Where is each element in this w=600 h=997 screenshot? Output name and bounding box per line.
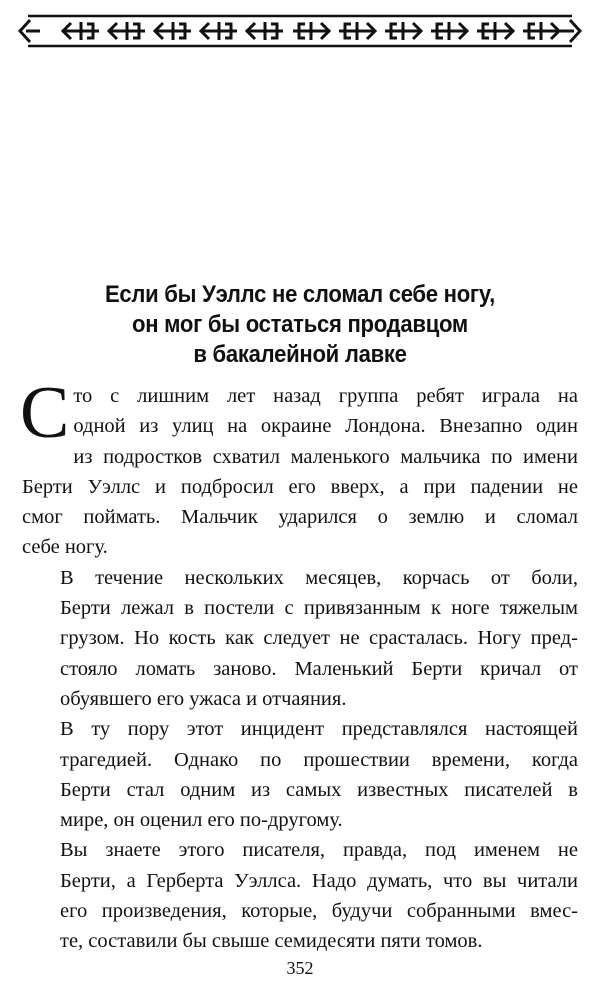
text-line: Вы знаете этого писателя, правда, под именем не bbox=[60, 839, 578, 862]
text-line: себе ногу. bbox=[22, 536, 108, 559]
text-line: то с лишним лет назад группа ребят играла на bbox=[73, 385, 578, 407]
paragraph-1 bbox=[20, 372, 578, 563]
text-line: мире, он оценил его по-другому. bbox=[60, 809, 343, 832]
text-line: из подростков схватил маленького мальчика по имени bbox=[73, 445, 578, 468]
drop-cap-letter: С bbox=[20, 372, 70, 454]
article-title bbox=[61, 280, 539, 370]
text-line: трагедией. Однако по прошествии времени, когда bbox=[60, 748, 578, 771]
page-number: 352 bbox=[286, 958, 314, 978]
paragraph-2 bbox=[22, 563, 578, 714]
title-line-3: в бакалейной лавке bbox=[193, 341, 407, 368]
text-line: его произведения, которые, будучи собранными вмес- bbox=[60, 900, 578, 923]
title-line-1: Если бы Уэллс не сломал себе ногу, bbox=[104, 281, 496, 308]
text-line: В ту пору этот инцидент представлялся настоящей bbox=[60, 718, 578, 741]
decorative-border-ornament bbox=[18, 14, 582, 48]
paragraph-4 bbox=[22, 835, 578, 956]
text-line: Берти, а Герберта Уэллса. Надо думать, что вы читали bbox=[60, 869, 578, 892]
text-line: Берти лежал в постели с привязанным к ноге тяжелым bbox=[60, 597, 578, 620]
text-line: В течение нескольких месяцев, корчась от боли, bbox=[60, 566, 578, 589]
text-line: обуявшего его ужаса и отчаяния. bbox=[60, 687, 347, 710]
article-body bbox=[20, 372, 578, 957]
title-line-2: он мог бы остаться продавцом bbox=[132, 311, 468, 338]
text-line: одной из улиц на окраине Лондона. Внезапно один bbox=[73, 415, 578, 438]
text-line: те, составили бы свыше семидесяти пяти томов. bbox=[60, 930, 483, 953]
paragraph-3 bbox=[22, 714, 578, 835]
text-line: грузом. Но кость как следует не срасталась. Ногу пред- bbox=[60, 627, 578, 650]
text-line: смог поймать. Мальчик ударился о землю и сломал bbox=[22, 506, 578, 529]
text-line: Берти стал одним из самых известных писателей в bbox=[60, 778, 578, 801]
text-line: стояло ломать заново. Маленький Берти кричал от bbox=[60, 657, 578, 680]
text-line: Берти Уэллс и подбросил его вверх, а при падении не bbox=[22, 475, 578, 498]
